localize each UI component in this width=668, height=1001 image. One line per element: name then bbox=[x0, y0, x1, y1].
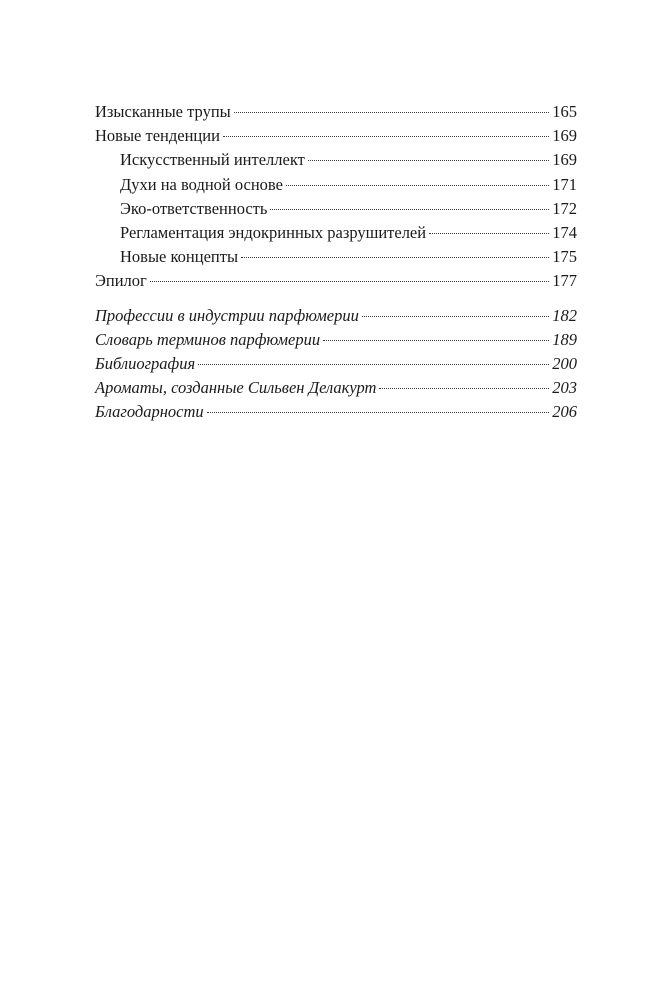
toc-appendix-entry bbox=[95, 304, 577, 328]
toc-entry-title: Словарь терминов парфюмерии bbox=[95, 329, 321, 349]
toc-entry-page: 165 bbox=[552, 102, 577, 121]
dot-leader bbox=[308, 160, 549, 161]
dot-leader bbox=[379, 388, 549, 389]
toc-subentry bbox=[95, 245, 577, 269]
toc-entry-title: Благодарности bbox=[95, 402, 204, 422]
dot-leader bbox=[198, 364, 549, 365]
toc-entry-page: 172 bbox=[552, 198, 577, 218]
toc-entry-page: 182 bbox=[552, 305, 577, 325]
toc-subentry bbox=[95, 148, 577, 172]
table-of-contents bbox=[95, 100, 577, 424]
toc-entry-page: 200 bbox=[552, 353, 577, 373]
toc-subentry bbox=[95, 221, 577, 245]
toc-entry bbox=[95, 269, 577, 293]
toc-entry-title: Новые тенденции bbox=[95, 126, 220, 146]
toc-entry-title: Ароматы, созданные Сильвен Делакурт bbox=[95, 378, 377, 398]
toc-appendix-entry bbox=[95, 400, 577, 424]
toc-entry-title: Духи на водной основе bbox=[120, 174, 283, 194]
toc-entry-title: Библиография bbox=[95, 353, 196, 373]
toc-subentry bbox=[95, 173, 577, 197]
toc-entry-title: Регламентация эндокринных разрушителей bbox=[120, 222, 427, 242]
dot-leader bbox=[241, 257, 549, 258]
dot-leader bbox=[223, 136, 549, 137]
dot-leader bbox=[286, 185, 549, 186]
toc-subentry bbox=[95, 197, 577, 221]
toc-entry-page: 203 bbox=[552, 378, 577, 398]
toc-appendix-entry bbox=[95, 352, 577, 376]
dot-leader bbox=[207, 412, 550, 413]
toc-entry-title: Эпилог bbox=[95, 271, 147, 291]
toc-entry-page: 206 bbox=[552, 402, 577, 422]
toc-entry-page: 169 bbox=[552, 126, 577, 146]
section-gap bbox=[95, 294, 577, 304]
toc-appendix-entry bbox=[95, 328, 577, 352]
toc-entry-page: 175 bbox=[552, 247, 577, 267]
toc-entry-title: Профессии в индустрии парфюмерии bbox=[95, 305, 359, 325]
toc-entry bbox=[95, 124, 577, 148]
toc-entry-page: 177 bbox=[552, 271, 577, 291]
toc-entry-page: 171 bbox=[552, 174, 577, 194]
dot-leader bbox=[234, 112, 550, 113]
dot-leader bbox=[429, 233, 549, 234]
toc-entry-page: 174 bbox=[552, 222, 577, 242]
toc-entry-title: Новые концепты bbox=[120, 247, 239, 267]
toc-entry-title: Изысканные трупы bbox=[95, 102, 231, 121]
toc-appendix-entry bbox=[95, 376, 577, 400]
toc-entry-title: Искусственный интеллект bbox=[120, 150, 305, 170]
toc-entry-page: 189 bbox=[552, 329, 577, 349]
toc-entry-page: 169 bbox=[552, 150, 577, 170]
dot-leader bbox=[150, 281, 549, 282]
dot-leader bbox=[323, 340, 549, 341]
toc-entry-title: Эко-ответственность bbox=[120, 198, 268, 218]
dot-leader bbox=[270, 209, 549, 210]
dot-leader bbox=[362, 316, 549, 317]
toc-entry bbox=[95, 100, 577, 124]
